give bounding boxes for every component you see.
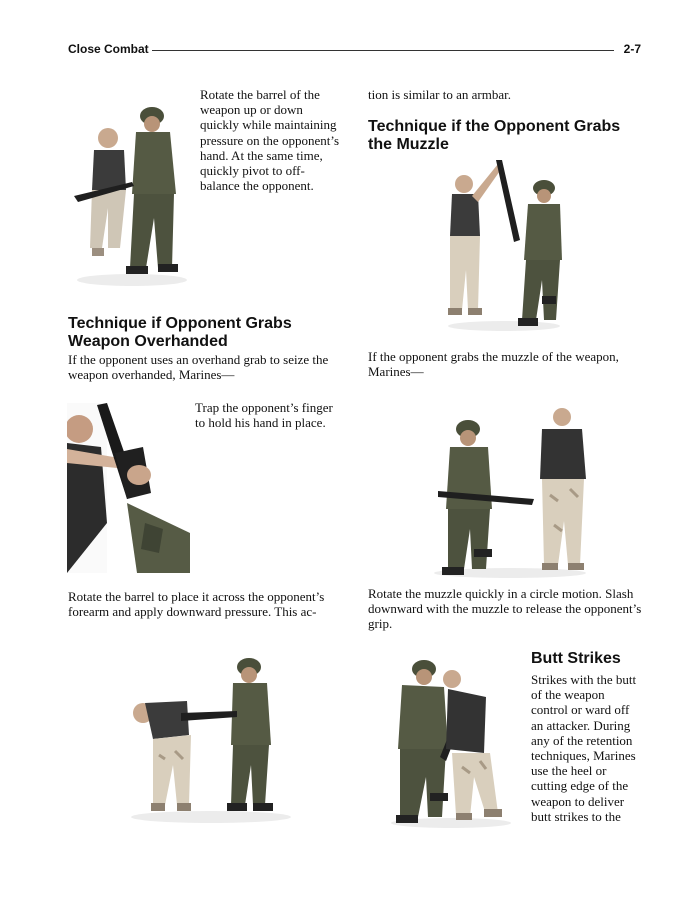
heading-butt-strikes: Butt Strikes bbox=[531, 650, 621, 667]
header-rule bbox=[152, 50, 614, 51]
photo-butt-strike bbox=[386, 657, 516, 829]
continued-armbar-text: tion is similar to an armbar. bbox=[368, 87, 511, 102]
page-number: 2-7 bbox=[623, 42, 641, 56]
photo-muzzle-grab bbox=[444, 160, 564, 332]
intro-muzzle: If the opponent grabs the muzzle of the weapon, Marines— bbox=[368, 349, 619, 380]
caption-trap-finger: Trap the opponent’s finger to hold his hand in place. bbox=[195, 400, 333, 431]
caption-rotate-barrel: Rotate the barrel of the weapon up or down quickly while maintaining pressure on the opponent’s hand. At the same time, quickly pivot to off-balance the opponent. bbox=[200, 87, 340, 194]
heading-opponent-grabs-overhanded: Technique if Opponent Grabs Weapon Overhanded bbox=[68, 315, 292, 350]
photo-armbar-pressure bbox=[125, 655, 297, 825]
heading-opponent-grabs-muzzle: Technique if the Opponent Grabs the Muzzle bbox=[368, 118, 621, 153]
intro-overhanded: If the opponent uses an overhand grab to seize the weapon overhanded, Marines— bbox=[68, 352, 329, 383]
photo-trap-finger bbox=[67, 403, 190, 573]
caption-rotate-forearm: Rotate the barrel to place it across the opponent’s forearm and apply downward pressure. This ac- bbox=[68, 589, 325, 620]
photo-muzzle-circle-motion bbox=[430, 405, 590, 580]
running-header-title: Close Combat bbox=[68, 42, 149, 56]
photo-pivot-offbalance bbox=[72, 98, 192, 288]
butt-strikes-text: Strikes with the butt of the weapon control or ward off an attacker. During any of the retention techniques, Marines use the heel or cutting edge of the weapon to deliver butt strikes to the bbox=[531, 672, 637, 824]
caption-rotate-muzzle: Rotate the muzzle quickly in a circle motion. Slash downward with the muzzle to release the opponent’s grip. bbox=[368, 586, 642, 632]
